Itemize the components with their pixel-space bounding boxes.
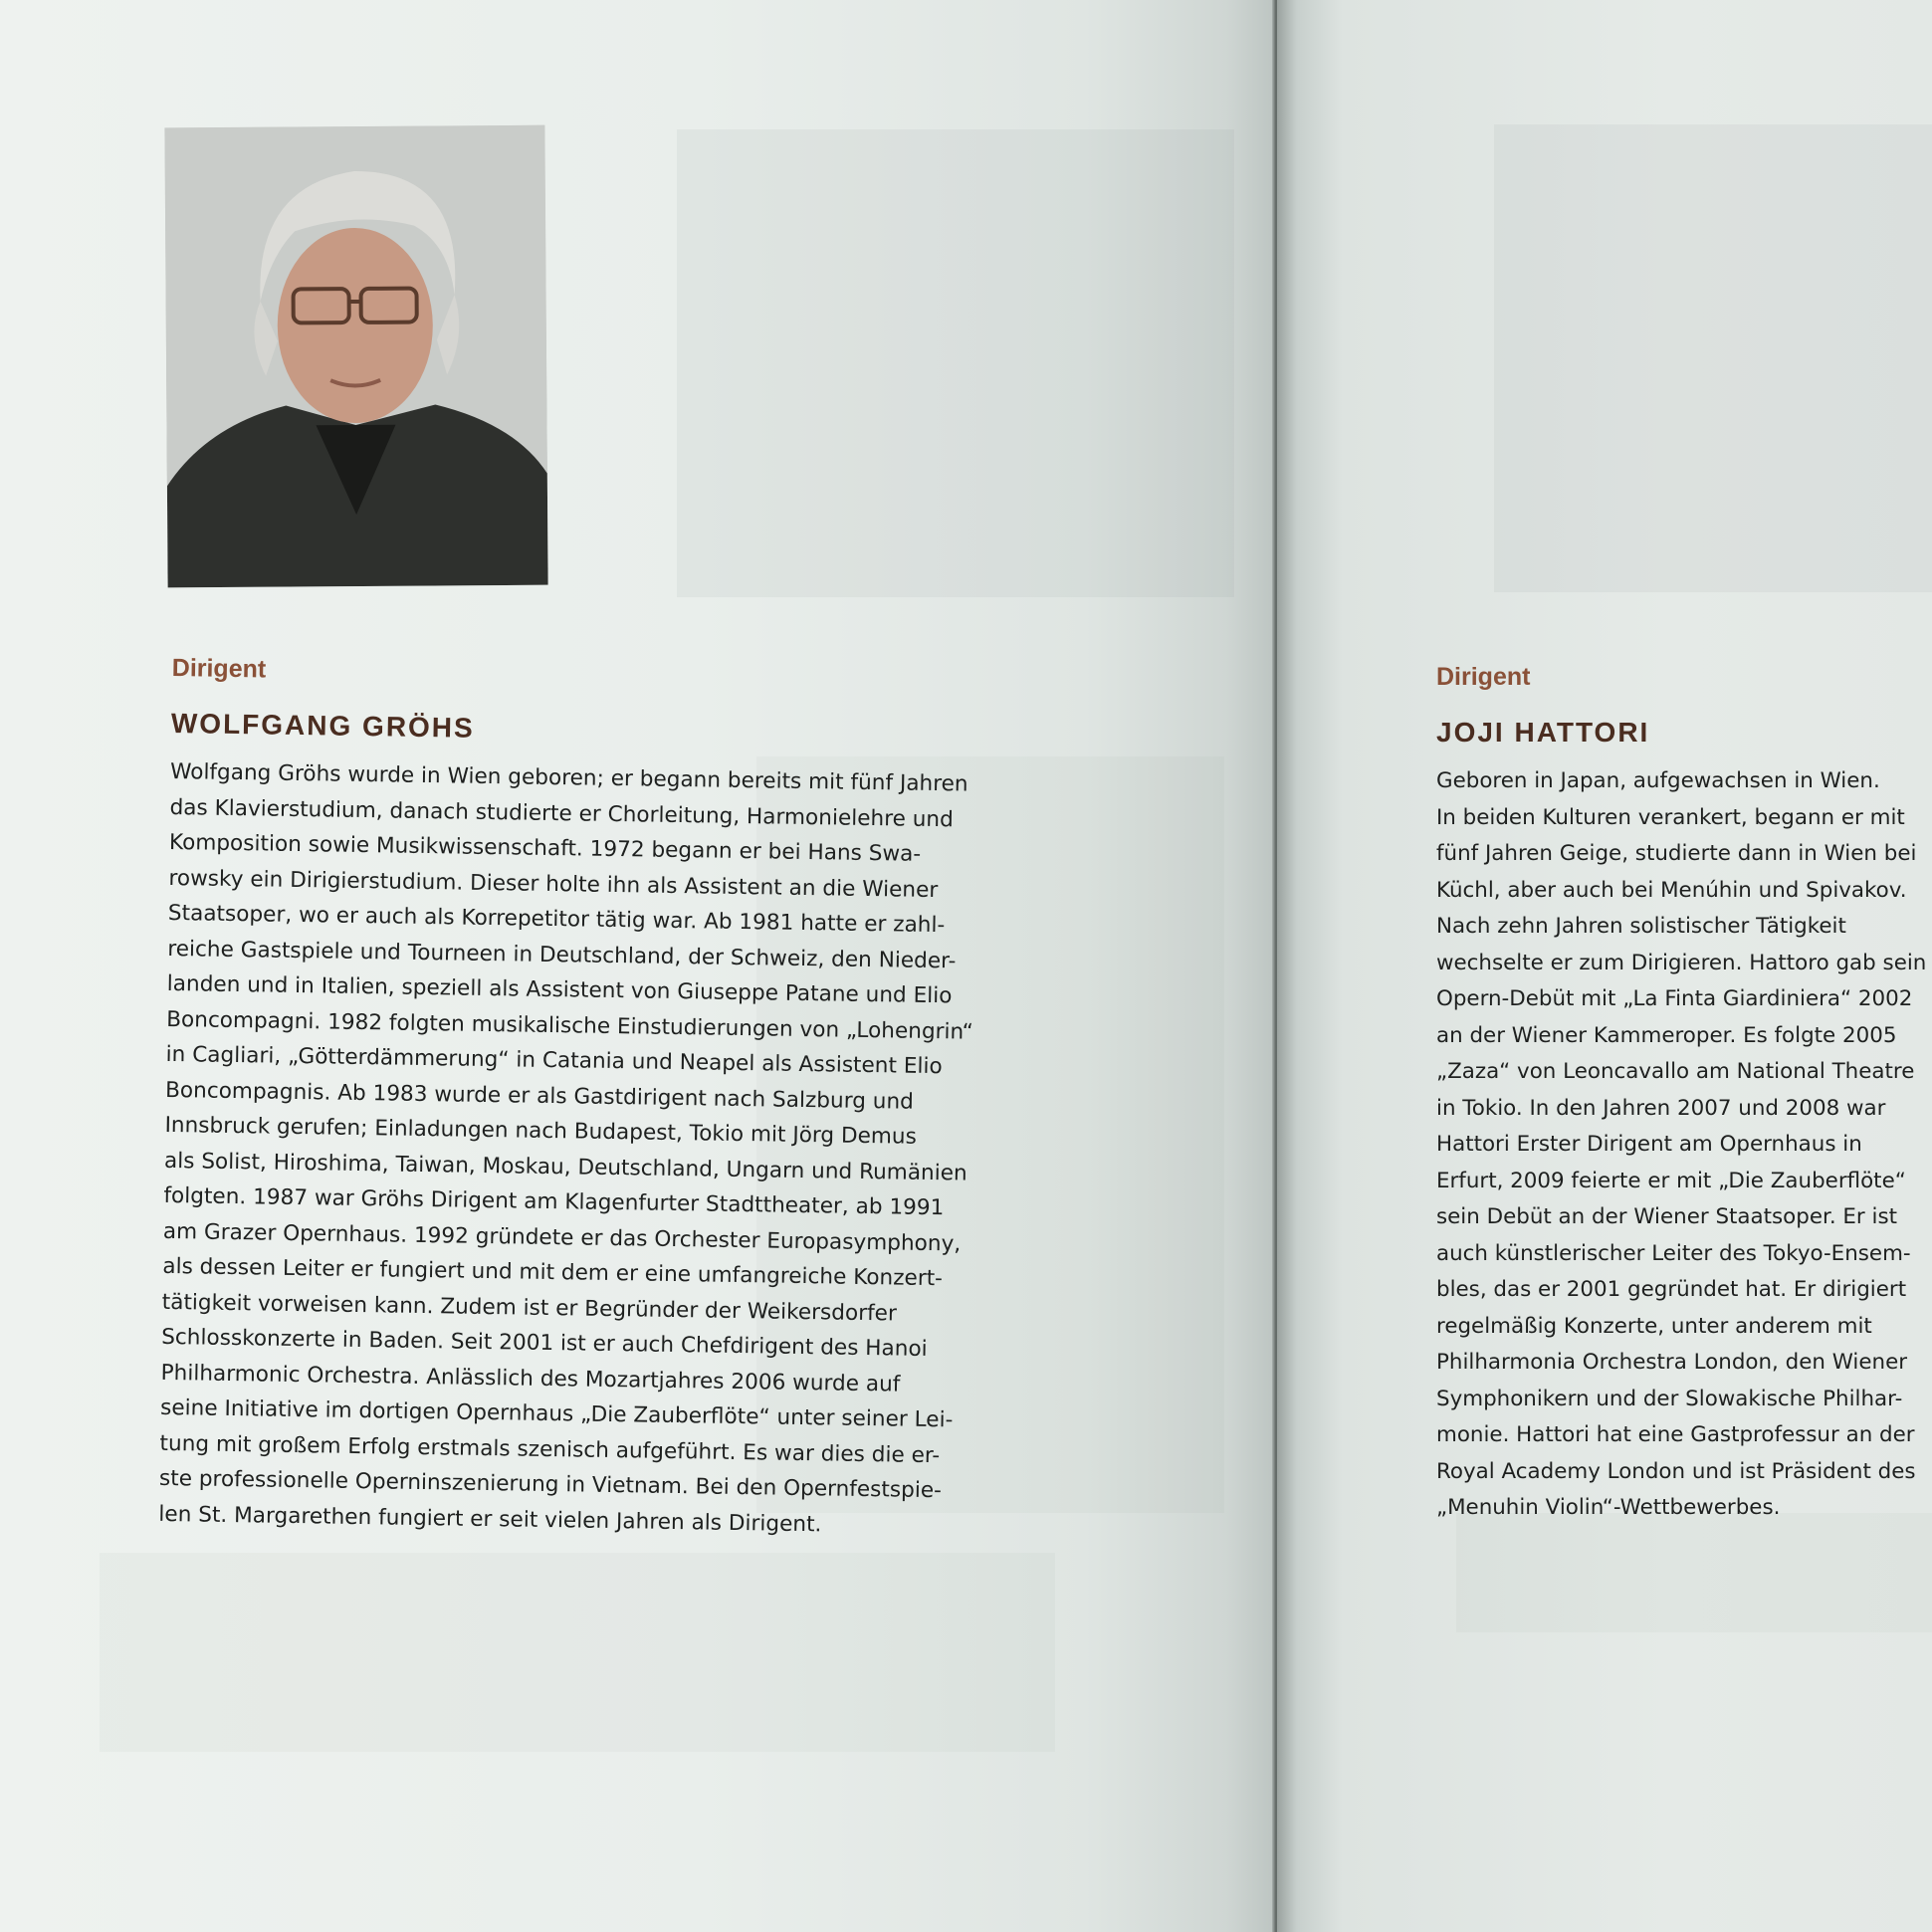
bio-text <box>158 754 996 1545</box>
bio-line: Philharmonic Orchestra. Anlässlich des Mozartjahres 2006 wurde auf <box>160 1360 901 1397</box>
bio-line: Küchl, aber auch bei Menúhin und Spivakov. <box>1436 877 1907 903</box>
role-label: Dirigent <box>171 653 267 684</box>
portrait-photo-wolfgang-groehs <box>164 125 547 588</box>
bio-line: folgten. 1987 war Gröhs Dirigent am Klagenfurter Stadttheater, ab 1991 <box>163 1182 945 1221</box>
bio-line: Erfurt, 2009 feierte er mit „Die Zauberflöte“ <box>1436 1168 1906 1193</box>
bio-line: Royal Academy London und ist Präsident des <box>1436 1458 1916 1484</box>
bio-line: Innsbruck gerufen; Einladungen nach Budapest, Tokio mit Jörg Demus <box>164 1112 918 1150</box>
bio-line: Schlosskonzerte in Baden. Seit 2001 ist er auch Chefdirigent des Hanoi <box>161 1324 928 1363</box>
bio-line: Wolfgang Gröhs wurde in Wien geboren; er begann bereits mit fünf Jahren <box>169 758 968 797</box>
bio-line: fünf Jahren Geige, studierte dann in Wien bei <box>1436 841 1917 866</box>
bio-line: Symphonikern und der Slowakische Philhar- <box>1436 1386 1903 1411</box>
bio-line: Nach zehn Jahren solistischer Tätigkeit <box>1436 914 1846 939</box>
bio-line: bles, das er 2001 gegründet hat. Er dirigiert <box>1436 1277 1907 1302</box>
bio-line: als dessen Leiter er fungiert und mit dem er eine umfangreiche Konzert- <box>162 1253 944 1292</box>
bio-line: „Zaza“ von Leoncavallo am National Theatre <box>1436 1059 1915 1084</box>
bio-line: am Grazer Opernhaus. 1992 gründete er das Orchester Europasymphony, <box>162 1218 962 1257</box>
bio-line: regelmäßig Konzerte, unter anderem mit <box>1436 1313 1872 1339</box>
conductor-name: JOJI HATTORI <box>1436 717 1650 748</box>
bio-line: an der Wiener Kammeroper. Es folgte 2005 <box>1436 1022 1897 1048</box>
bio-line: sein Debüt an der Wiener Staatsoper. Er ist <box>1436 1204 1897 1229</box>
bio-line: len St. Margarethen fungiert er seit vielen Jahren als Dirigent. <box>158 1501 822 1537</box>
bio-line: Boncompagnis. Ab 1983 wurde er als Gastdirigent nach Salzburg und <box>164 1077 915 1115</box>
show-through-photo <box>1494 124 1932 592</box>
show-through-text-bottom <box>1456 1513 1932 1632</box>
bio-line: ste professionelle Operninszenierung in Vietnam. Bei den Opernfestspie- <box>158 1465 943 1504</box>
bio-line: Boncompagni. 1982 folgten musikalische Einstudierungen von „Lohengrin“ <box>166 1006 974 1045</box>
bio-line: monie. Hattori hat eine Gastprofessur an der <box>1436 1422 1915 1447</box>
show-through-photo <box>677 129 1234 597</box>
bio-line: wechselte er zum Dirigieren. Hattoro gab sein <box>1436 950 1927 975</box>
bio-text <box>1436 763 1932 1527</box>
bio-line: landen und in Italien, speziell als Assistent von Giuseppe Patane und Elio <box>166 970 953 1009</box>
show-through-text-bottom <box>100 1553 1055 1752</box>
bio-line: rowsky ein Dirigierstudium. Dieser holte ihn als Assistent an die Wiener <box>168 865 939 903</box>
bio-line: in Tokio. In den Jahren 2007 und 2008 war <box>1436 1095 1886 1121</box>
bio-line: „Menuhin Violin“-Wettbewerbes. <box>1436 1495 1781 1520</box>
bio-line: Komposition sowie Musikwissenschaft. 1972 begann er bei Hans Swa- <box>168 829 922 867</box>
role-label: Dirigent <box>1436 663 1531 691</box>
bio-line: das Klavierstudium, danach studierte er Chorleitung, Harmonielehre und <box>169 794 955 832</box>
bio-line: als Solist, Hiroshima, Taiwan, Moskau, Deutschland, Ungarn und Rumänien <box>163 1148 967 1186</box>
bio-line: reiche Gastspiele und Tourneen in Deutschland, der Schweiz, den Nieder- <box>167 936 957 973</box>
bio-column-groehs <box>158 653 998 1545</box>
bio-line: Opern-Debüt mit „La Finta Giardiniera“ 2002 <box>1436 986 1913 1011</box>
bio-line: in Cagliari, „Götterdämmerung“ in Catania und Neapel als Assistent Elio <box>165 1041 943 1080</box>
bio-line: auch künstlerischer Leiter des Tokyo-Ensem- <box>1436 1240 1911 1266</box>
bio-line: tung mit großem Erfolg erstmals szenisch aufgeführt. Es war dies die er- <box>159 1430 941 1468</box>
bio-line: Hattori Erster Dirigent am Opernhaus in <box>1436 1132 1862 1157</box>
bio-line: Geboren in Japan, aufgewachsen in Wien. <box>1436 768 1880 793</box>
bio-line: In beiden Kulturen verankert, begann er mit <box>1436 804 1905 830</box>
bio-line: seine Initiative im dortigen Opernhaus „Die Zauberflöte“ unter seiner Lei- <box>159 1395 954 1433</box>
bio-column-hattori <box>1436 662 1932 1527</box>
bio-line: Staatsoper, wo er auch als Korrepetitor tätig war. Ab 1981 hatte er zahl- <box>167 900 946 939</box>
conductor-name: WOLFGANG GRÖHS <box>170 707 475 744</box>
bio-line: Philharmonia Orchestra London, den Wiener <box>1436 1350 1908 1375</box>
bio-line: tätigkeit vorweisen kann. Zudem ist er Begründer der Weikersdorfer <box>161 1289 898 1327</box>
